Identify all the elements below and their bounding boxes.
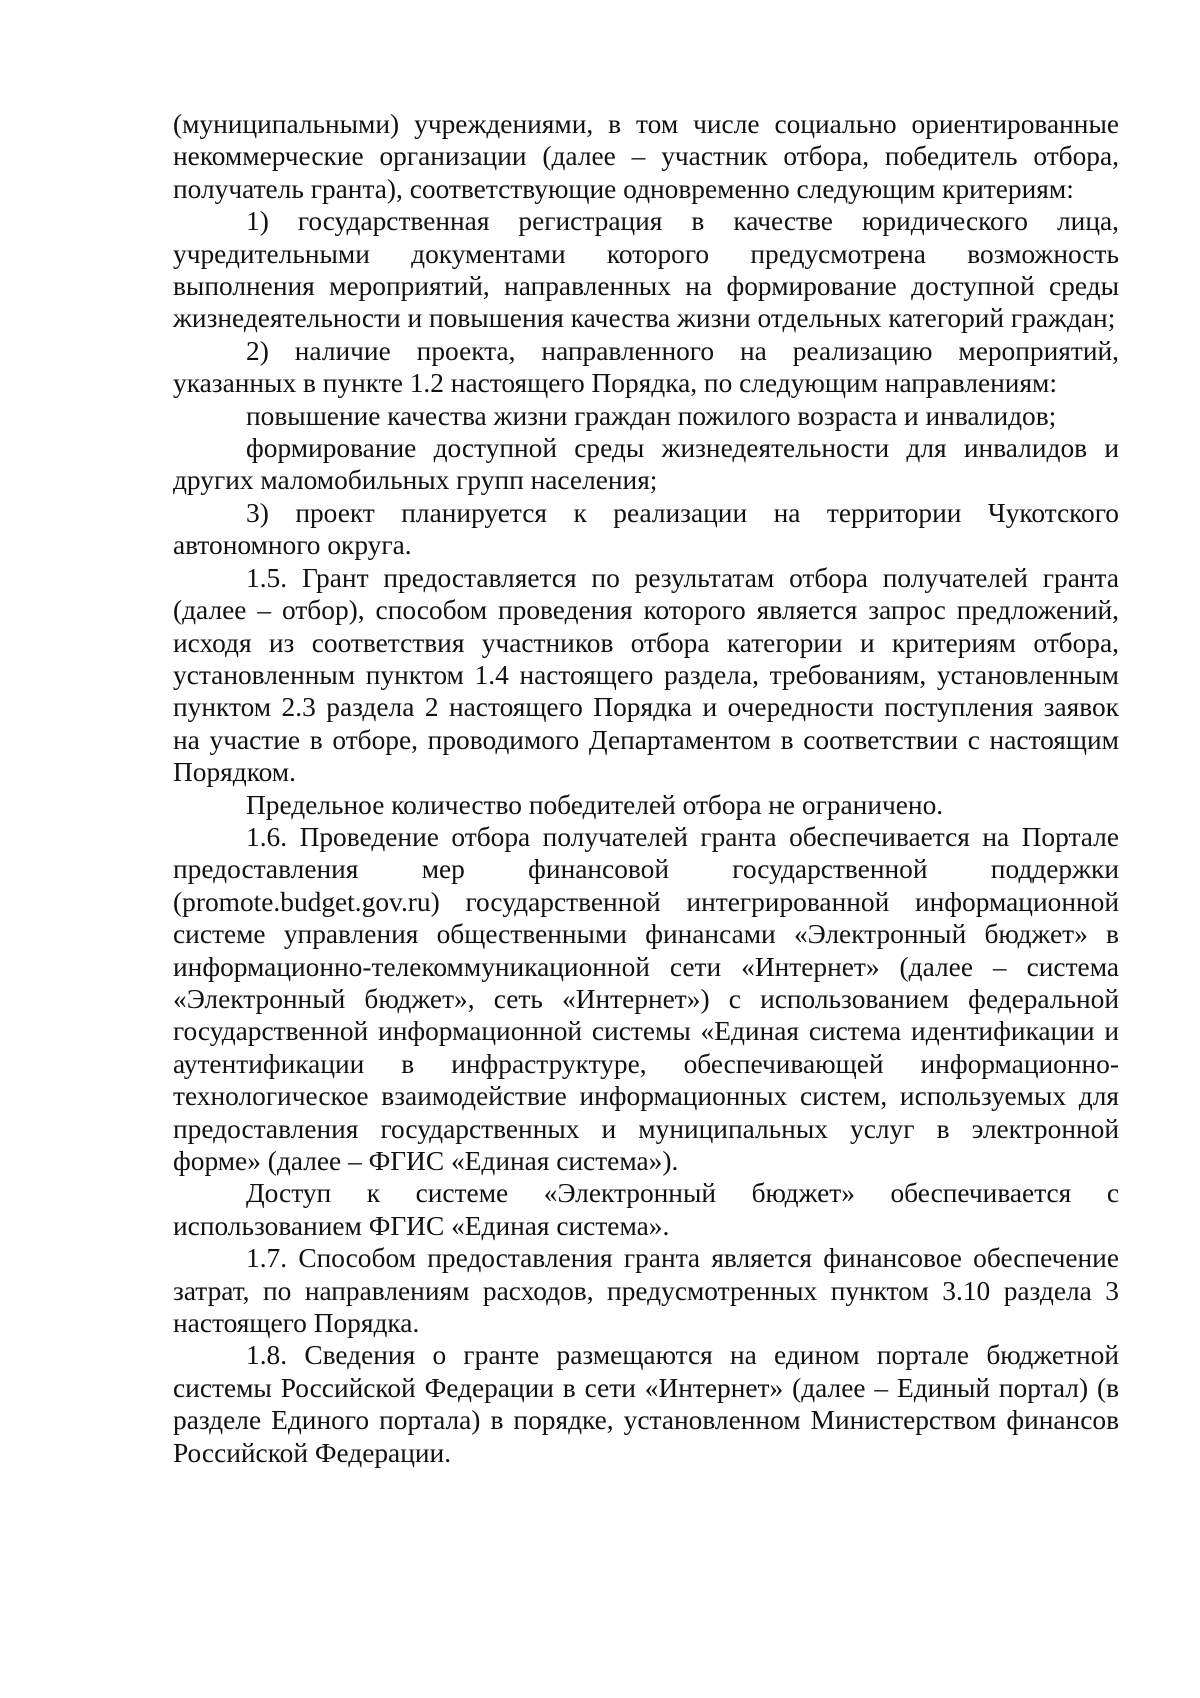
- paragraph-clause-1-7: 1.7. Способом предоставления гранта является финансовое обеспечение затрат, по направлениям расходов, предусмотренных пунктом 3.10 раздела 3 настоящего Порядка.: [173, 1243, 1119, 1339]
- paragraph-clause-1-8: 1.8. Сведения о гранте размещаются на едином портале бюджетной системы Российской Федерации в сети «Интернет» (далее – Единый портал) (в разделе Единого портала) в порядке, установленном Министерством финансов Российской Федерации.: [173, 1340, 1119, 1468]
- document-page: [173, 108, 1119, 1469]
- paragraph-winners-limit: Предельное количество победителей отбора не ограничено.: [246, 789, 944, 820]
- paragraph-clause-1-6: 1.6. Проведение отбора получателей гранта обеспечивается на Портале предоставления мер финансовой государственной поддержки (promote.budget.gov.ru) государственной интегрированной информационной системе управления общественными финансами «Электронный бюджет» в информационно-телекоммуникационной сети «Интернет» (далее – система «Электронный бюджет», сеть «Интернет») с использованием федеральной государственной информационной системы «Единая система идентификации и аутентификации в инфраструктуре, обеспечивающей информационно-технологическое взаимодействие информационных систем, используемых для предоставления государственных и муниципальных услуг в электронной форме» (далее – ФГИС «Единая система»).: [173, 821, 1119, 1176]
- paragraph-continuation: (муниципальными) учреждениями, в том числе социально ориентированные некоммерческие организации (далее – участник отбора, победитель отбора, получатель гранта), соответствующие одновременно следующим критериям:: [173, 109, 1119, 204]
- paragraph-direction-2: формирование доступной среды жизнедеятельности для инвалидов и других маломобильных групп населения;: [173, 433, 1119, 496]
- paragraph-criterion-3: 3) проект планируется к реализации на территории Чукотского автономного округа.: [173, 497, 1119, 561]
- paragraph-criterion-2: 2) наличие проекта, направленного на реализацию мероприятий, указанных в пункте 1.2 настоящего Порядка, по следующим направлениям:: [173, 335, 1119, 399]
- paragraph-criterion-1: 1) государственная регистрация в качестве юридического лица, учредительными документами которого предусмотрена возможность выполнения мероприятий, направленных на формирование доступной среды жизнедеятельности и повышения качества жизни отдельных категорий граждан;: [173, 206, 1119, 334]
- paragraph-access: Доступ к системе «Электронный бюджет» обеспечивается с использованием ФГИС «Единая система».: [173, 1178, 1119, 1241]
- paragraph-direction-1: повышение качества жизни граждан пожилого возраста и инвалидов;: [246, 400, 1057, 431]
- paragraph-clause-1-5: 1.5. Грант предоставляется по результатам отбора получателей гранта (далее – отбор), способом проведения которого является запрос предложений, исходя из соответствия участников отбора категории и критериям отбора, установленным пунктом 1.4 настоящего раздела, требованиям, установленным пунктом 2.3 раздела 2 настоящего Порядка и очередности поступления заявок на участие в отборе, проводимого Департаментом в соответствии с настоящим Порядком.: [173, 562, 1119, 788]
